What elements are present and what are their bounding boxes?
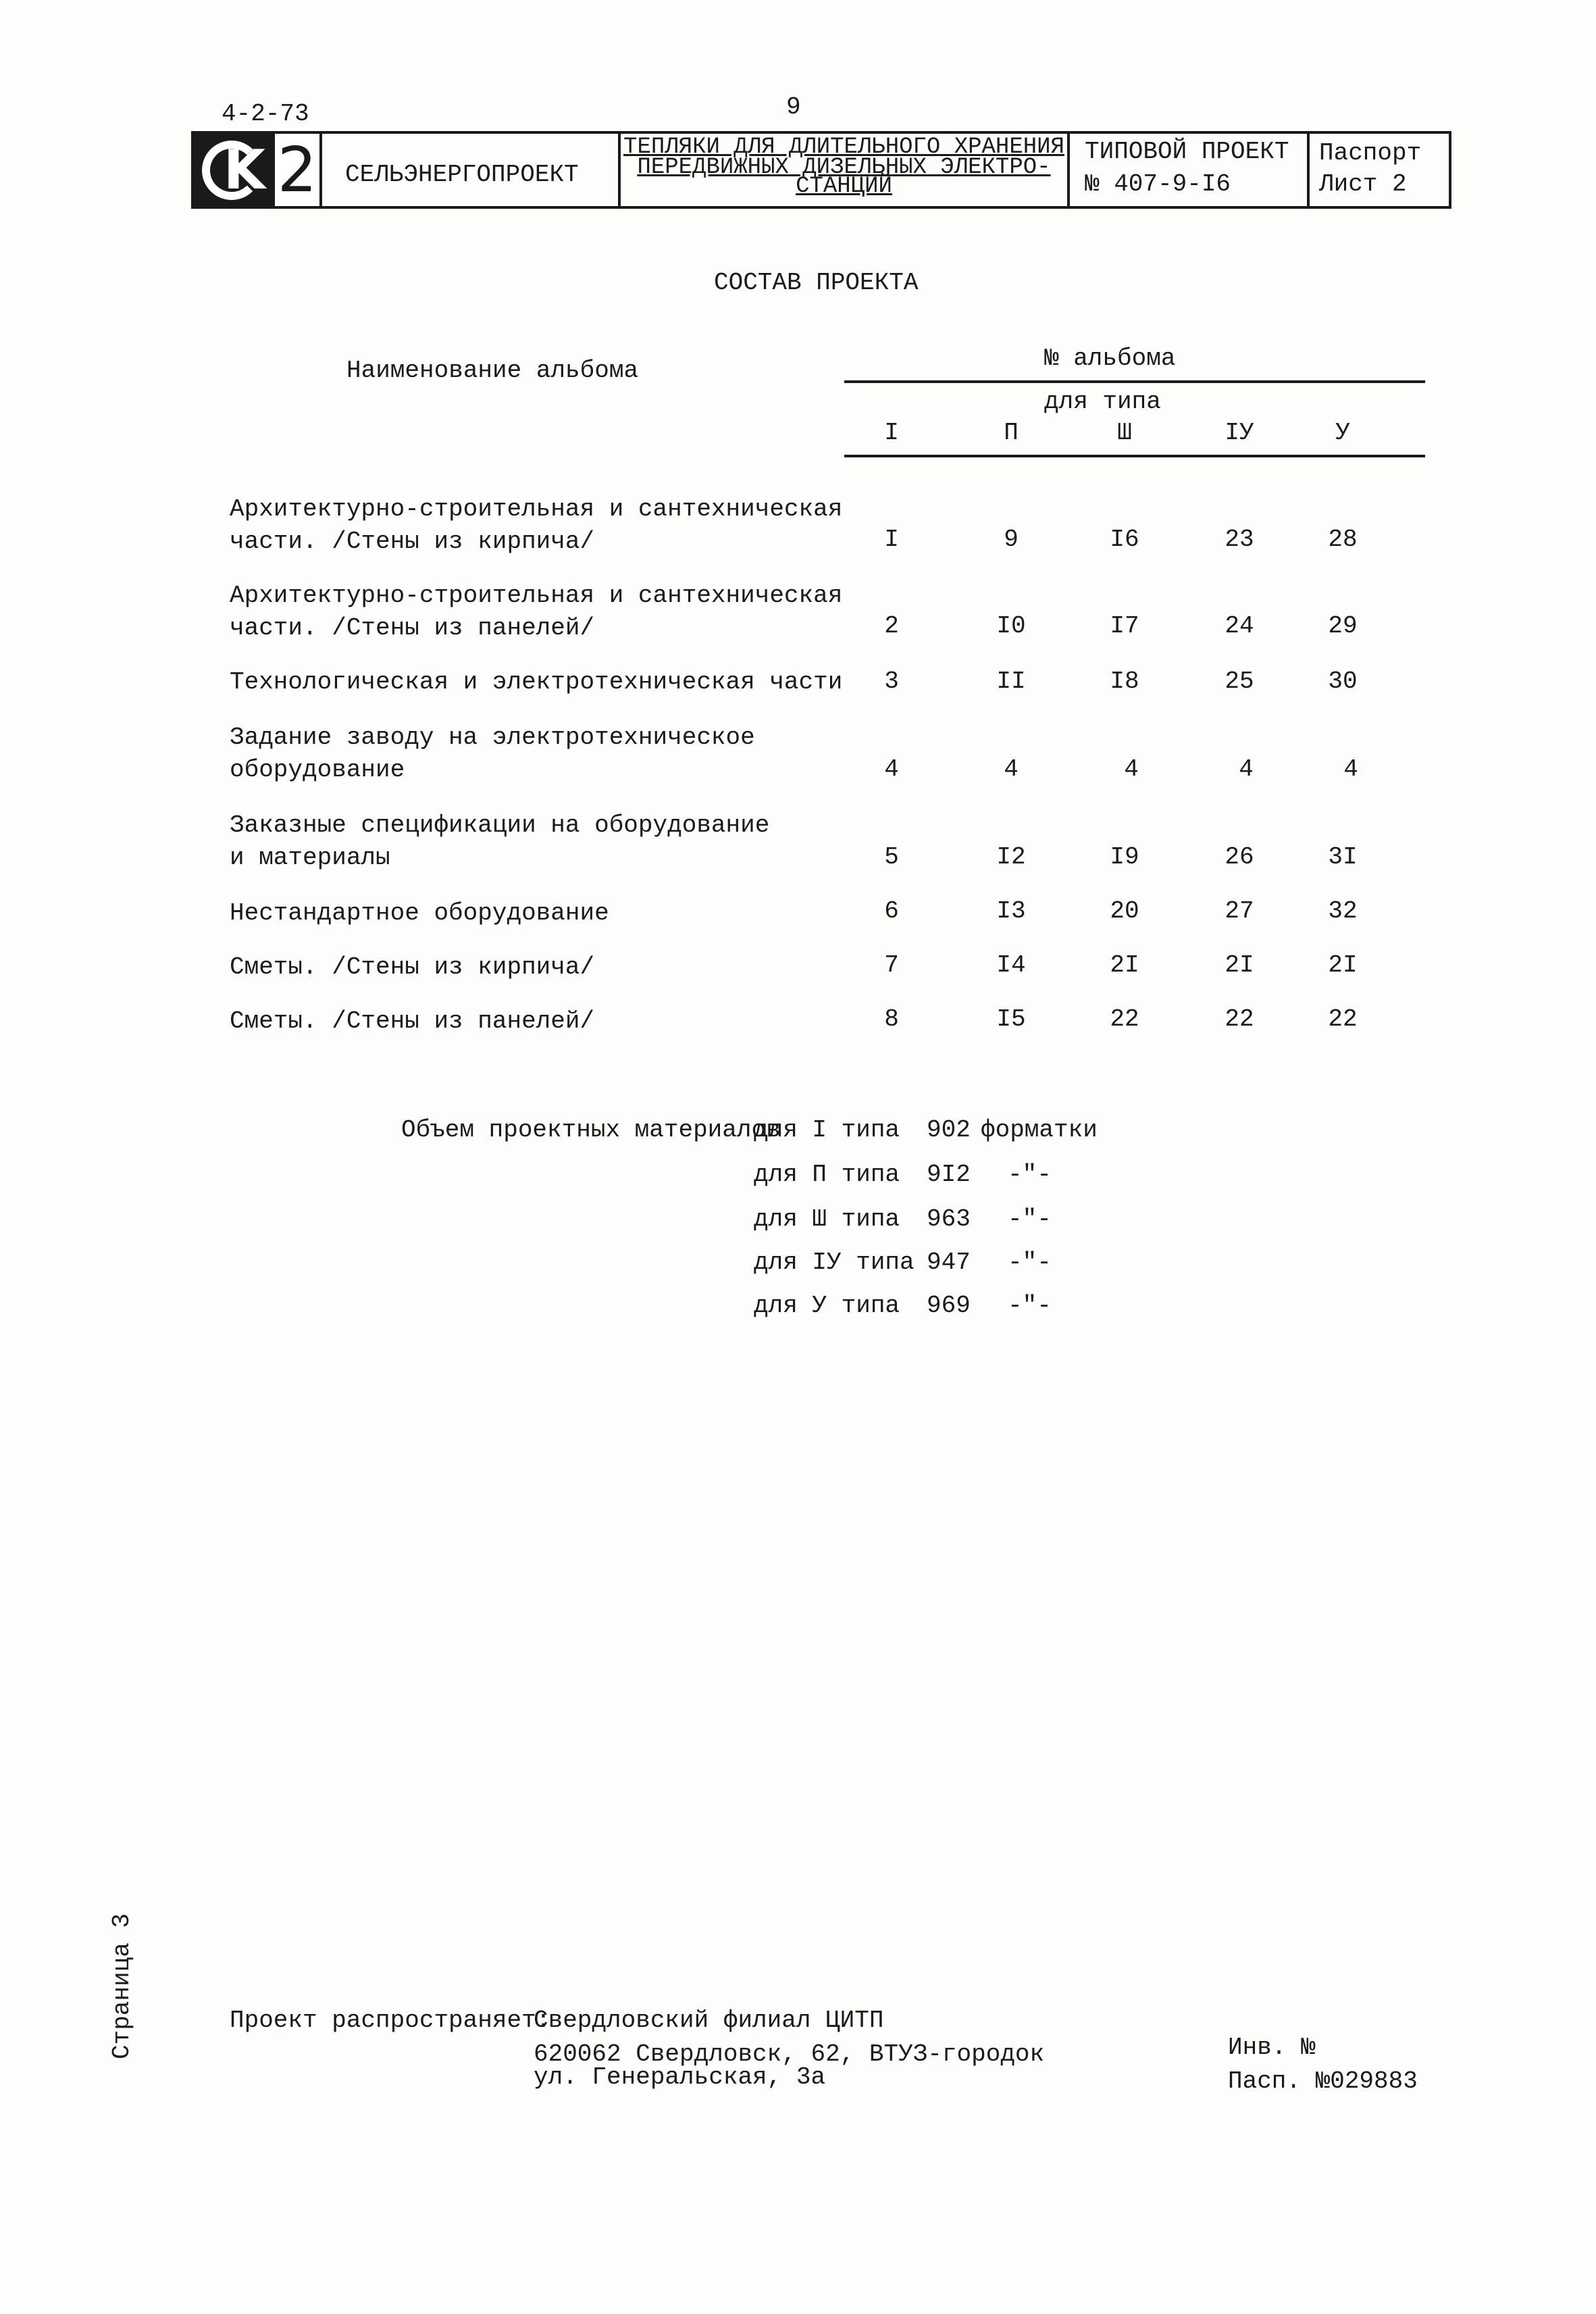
row-name: Задание заводу на электротехническое оборудование — [230, 724, 755, 784]
cell: 30 — [1328, 668, 1358, 695]
cell: 2I — [1110, 951, 1139, 979]
passport-number: Пасп. №029883 — [1228, 2067, 1418, 2095]
type-col-5: У — [1335, 419, 1350, 447]
cell: I2 — [996, 843, 1026, 871]
address-line-1: 620062 Свердловск, 62, ВТУЗ-городок — [534, 2040, 1045, 2068]
row-name: Технологическая и электротехническая части — [230, 668, 843, 696]
project-number: № 407-9-I6 — [1085, 170, 1231, 198]
ck-logo-icon: K — [194, 134, 275, 206]
passport-label: Паспорт — [1319, 139, 1422, 167]
cell: II — [996, 668, 1026, 695]
cell: I8 — [1110, 668, 1139, 695]
cell: 22 — [1328, 1005, 1358, 1033]
project-title-cell — [621, 134, 1070, 206]
row-name: Архитектурно-строительная и сантехническая части. /Стены из панелей/ — [230, 582, 843, 642]
cell: 20 — [1110, 897, 1139, 925]
cell: I6 — [1110, 526, 1139, 553]
cell: I5 — [996, 1005, 1026, 1033]
volume-value: 9I2 — [927, 1161, 971, 1188]
cell: 4 — [1343, 755, 1358, 783]
cell: 29 — [1328, 612, 1358, 640]
cell: 24 — [1225, 612, 1254, 640]
cell: I7 — [1110, 612, 1139, 640]
cell: I3 — [996, 897, 1026, 925]
type-col-1: I — [884, 419, 899, 447]
volume-unit: -"- — [1008, 1161, 1052, 1188]
cell: 2 — [884, 612, 899, 640]
volume-value: 947 — [927, 1249, 971, 1276]
project-number-cell — [1070, 134, 1310, 206]
cell: 6 — [884, 897, 899, 925]
cell: I4 — [996, 951, 1026, 979]
volume-value: 969 — [927, 1292, 971, 1319]
cell: 22 — [1110, 1005, 1139, 1033]
row-name: Нестандартное оборудование — [230, 899, 609, 927]
cell: 32 — [1328, 897, 1358, 925]
cell: 4 — [1124, 755, 1139, 783]
cell: I0 — [996, 612, 1026, 640]
inventory-number-label: Инв. № — [1228, 2034, 1316, 2061]
cell: 4 — [884, 755, 899, 783]
volume-value: 902 — [927, 1116, 971, 1144]
volume-unit: -"- — [1008, 1205, 1052, 1233]
project-title-line-1: ТЕПЛЯКИ ДЛЯ ДЛИТЕЛЬНОГО ХРАНЕНИЯ — [623, 134, 1064, 160]
header-rule-top — [844, 380, 1425, 383]
side-page-label: Страница 3 — [108, 1913, 136, 2059]
cell: 8 — [884, 1005, 899, 1033]
cell: 2I — [1225, 951, 1254, 979]
title-stamp — [191, 131, 1451, 209]
cell: 4 — [1004, 755, 1019, 783]
cell: 27 — [1225, 897, 1254, 925]
volume-unit: форматки — [981, 1116, 1098, 1144]
volume-type: для П типа — [754, 1161, 900, 1188]
row-name: Сметы. /Стены из кирпича/ — [230, 953, 595, 981]
passport-cell — [1310, 134, 1449, 206]
distributor-name: Свердловский филиал ЦИТП — [534, 2007, 884, 2034]
volume-lead: Объем проектных материалов — [401, 1116, 781, 1144]
name-column-header: Наименование альбома — [346, 357, 639, 384]
type-col-3: Ш — [1117, 419, 1132, 447]
cell: 23 — [1225, 526, 1254, 553]
type-col-4: IУ — [1225, 419, 1254, 447]
cell: 25 — [1225, 668, 1254, 695]
header-rule-bottom — [844, 455, 1425, 457]
volume-type: для У типа — [754, 1292, 900, 1319]
page-number: 9 — [786, 93, 801, 121]
cell: 26 — [1225, 843, 1254, 871]
cell: I — [884, 526, 899, 553]
sheet-label: Лист 2 — [1319, 170, 1407, 198]
organization-cell — [322, 134, 621, 206]
row-name: Сметы. /Стены из панелей/ — [230, 1007, 595, 1035]
volume-value: 963 — [927, 1205, 971, 1233]
row-name: Заказные спецификации на оборудование и материалы — [230, 811, 770, 872]
cell: 2I — [1328, 951, 1358, 979]
project-title-line-2: ПЕРЕДВИЖНЫХ ДИЗЕЛЬНЫХ ЭЛЕКТРО- — [637, 155, 1051, 180]
document-code: 4-2-73 — [222, 100, 309, 128]
cell: 9 — [1004, 526, 1019, 553]
address-line-2: ул. Генеральская, 3а — [534, 2063, 826, 2091]
volume-type: для I типа — [754, 1116, 900, 1144]
section-title: СОСТАВ ПРОЕКТА — [714, 269, 919, 297]
type-subheader: для типа — [1044, 388, 1161, 416]
volume-unit: -"- — [1008, 1249, 1052, 1276]
distributor-label: Проект распространяет: — [230, 2007, 551, 2034]
volume-type: для IУ типа — [754, 1249, 915, 1276]
cell: 7 — [884, 951, 899, 979]
volume-type: для Ш типа — [754, 1205, 900, 1233]
row-name: Архитектурно-строительная и сантехническая части. /Стены из кирпича/ — [230, 495, 843, 555]
volume-unit: -"- — [1008, 1292, 1052, 1319]
logo-number: 2 — [277, 134, 317, 206]
project-label: ТИПОВОЙ ПРОЕКТ — [1085, 138, 1289, 166]
organization-name: СЕЛЬЭНЕРГОПРОЕКТ — [345, 161, 579, 188]
cell: 3 — [884, 668, 899, 695]
cell: 28 — [1328, 526, 1358, 553]
cell: 22 — [1225, 1005, 1254, 1033]
cell: 3I — [1328, 843, 1358, 871]
album-column-header: № альбома — [1044, 345, 1176, 372]
cell: 4 — [1239, 755, 1254, 783]
project-title-line-3: СТАНЦИЙ — [796, 174, 892, 199]
cell: I9 — [1110, 843, 1139, 871]
logo — [194, 134, 322, 206]
cell: 5 — [884, 843, 899, 871]
type-col-2: П — [1004, 419, 1019, 447]
